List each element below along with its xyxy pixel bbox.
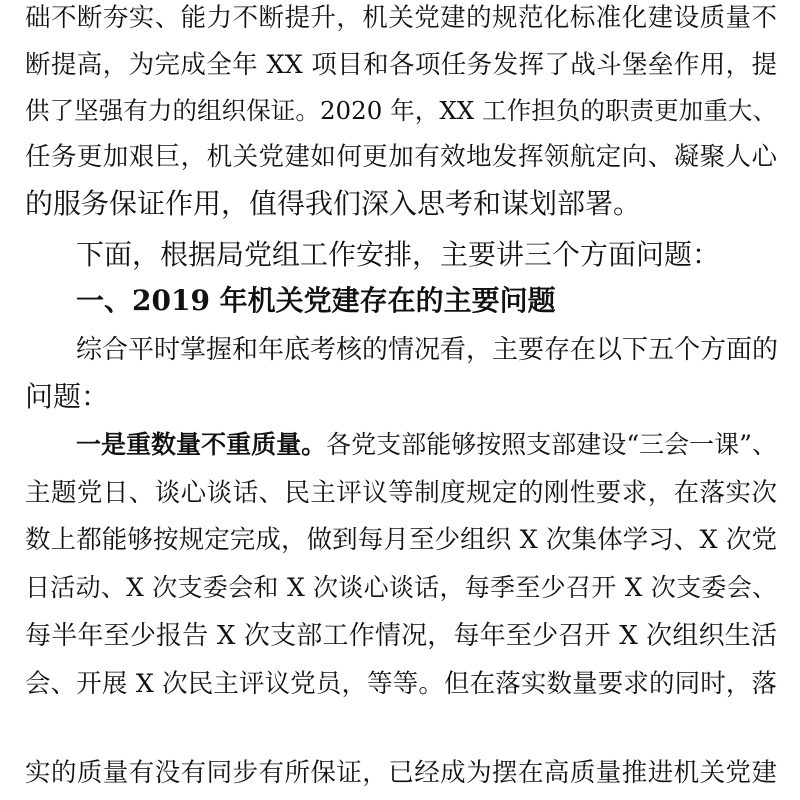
- paragraph-line: 每半年至少报告 X 次支部工作情况，每年至少召开 X 次组织生活: [25, 621, 777, 651]
- subheading-lead: 一是重数量不重质量。: [76, 430, 327, 459]
- paragraph-line: 实的质量有没有同步有所保证，已经成为摆在高质量推进机关党建: [25, 758, 777, 788]
- paragraph-line: 问题：: [25, 380, 110, 413]
- paragraph-line: 断提高，为完成全年 XX 项目和各项任务发挥了战斗堡垒作用，提: [25, 50, 777, 80]
- paragraph-line: 会、开展 X 次民主评议党员，等等。但在落实数量要求的同时，落: [25, 669, 777, 699]
- paragraph-line: 数上都能够按规定完成，做到每月至少组织 X 次集体学习、X 次党: [25, 525, 777, 555]
- paragraph-line: 的服务保证作用，值得我们深入思考和谋划部署。: [25, 187, 642, 220]
- paragraph-line: 任务更加艰巨，机关党建如何更加有效地发挥领航定向、凝聚人心: [25, 142, 777, 172]
- paragraph-line: 供了坚强有力的组织保证。2020 年，XX 工作担负的职责更加重大、: [25, 96, 777, 125]
- paragraph-line: 综合平时掌握和年底考核的情况看，主要存在以下五个方面的: [76, 335, 779, 365]
- paragraph-line: 主题党日、谈心谈话、民主评议等制度规定的刚性要求，在落实次: [25, 478, 777, 508]
- paragraph-line: 下面，根据局党组工作安排，主要讲三个方面问题：: [76, 238, 721, 271]
- section-heading: 一、2019 年机关党建存在的主要问题: [76, 284, 556, 317]
- paragraph-line: 日活动、X 次支委会和 X 次谈心谈话，每季至少召开 X 次支委会、: [25, 573, 777, 602]
- paragraph-line: [76, 422, 777, 468]
- paragraph-text: 各党支部能够按照支部建设“三会一课”、: [326, 430, 777, 459]
- paragraph-line: 础不断夯实、能力不断提升，机关党建的规范化标准化建设质量不: [25, 3, 777, 33]
